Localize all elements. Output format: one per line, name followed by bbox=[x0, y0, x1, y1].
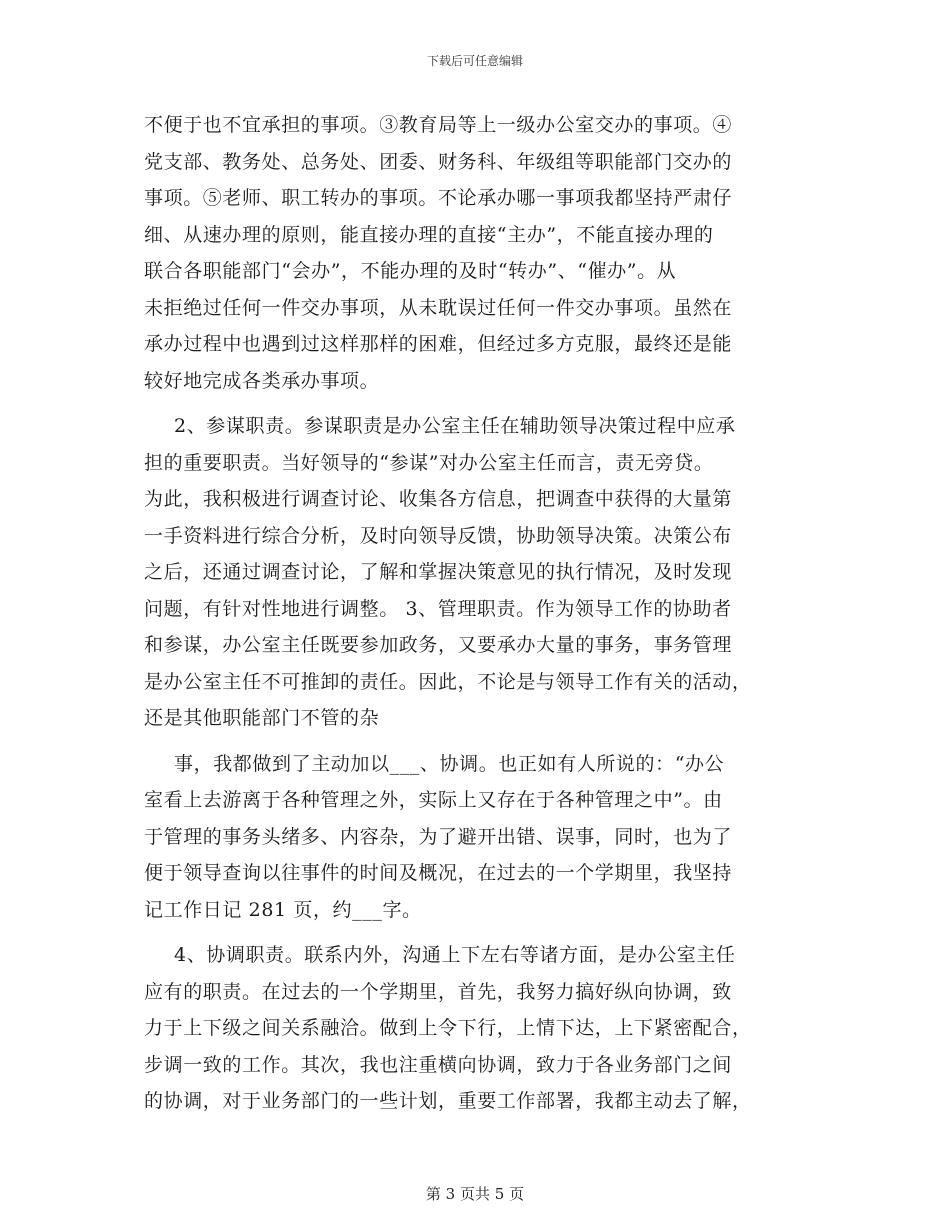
text-line: 问题，有针对性地进行调整。 3、管理职责。作为领导工作的协助者 bbox=[144, 597, 732, 620]
text-line: 力于上下级之间关系融洽。做到上令下行，上情下达，上下紧密配合， bbox=[144, 1017, 752, 1039]
page-header: 下载后可任意编辑 bbox=[426, 54, 523, 68]
text-line: 还是其他职能部门不管的杂 bbox=[144, 707, 380, 729]
text-line: 为此，我积极进行调查讨论、收集各方信息，把调查中获得的大量第 bbox=[144, 488, 733, 510]
text-line: 应有的职责。在过去的一个学期里，首先，我努力搞好纵向协调，致 bbox=[144, 980, 733, 1003]
document-body bbox=[144, 107, 808, 1120]
text-line: 是办公室主任不可推卸的责任。因此，不论是与领导工作有关的活动， bbox=[144, 670, 752, 693]
text-line: 便于领导查询以往事件的时间及概况，在过去的一个学期里，我坚持 bbox=[144, 862, 733, 884]
text-line: 一手资料进行综合分析，及时向领导反馈，协助领导决策。决策公布 bbox=[144, 524, 733, 547]
text-line: 于管理的事务头绪多、内容杂，为了避开出错、误事，同时，也为了 bbox=[144, 825, 733, 848]
text-line: 和参谋，办公室主任既要参加政务，又要承办大量的事务，事务管理 bbox=[144, 634, 733, 656]
paragraph-start-line: 事，我都做到了主动加以___、协调。也正如有人所说的：“办公 bbox=[174, 752, 725, 775]
text-line: 室看上去游离于各种管理之外，实际上又存在于各种管理之中”。由 bbox=[144, 789, 723, 811]
text-line: 步调一致的工作。其次，我也注重横向协调，致力于各业务部门之间 bbox=[144, 1053, 733, 1076]
text-line: 承办过程中也遇到过这样那样的困难，但经过多方克服，最终还是能 bbox=[144, 333, 733, 355]
paragraph-start-line: 4、协调职责。联系内外，沟通上下左右等诸方面，是办公室主任 bbox=[174, 944, 736, 966]
text-line: 不便于也不宜承担的事项。③教育局等上一级办公室交办的事项。④ bbox=[144, 114, 733, 136]
text-line: 未拒绝过任何一件交办事项，从未耽误过任何一件交办事项。虽然在 bbox=[144, 296, 733, 319]
text-line: 事项。⑤老师、职工转办的事项。不论承办哪一事项我都坚持严肃仔 bbox=[144, 187, 733, 209]
text-line: 记工作日记 281 页，约___字。 bbox=[144, 898, 422, 921]
text-line: 较好地完成各类承办事项。 bbox=[144, 369, 380, 392]
paragraph-start-line: 2、参谋职责。参谋职责是办公室主任在辅助领导决策过程中应承 bbox=[174, 415, 736, 437]
text-line: 细、从速办理的原则，能直接办理的直接“主办”，不能直接办理的 bbox=[144, 223, 714, 246]
text-line: 担的重要职责。当好领导的“参谋”对办公室主任而言，责无旁贷。 bbox=[144, 451, 714, 474]
text-line: 的协调，对于业务部门的一些计划，重要工作部署，我都主动去了解， bbox=[144, 1090, 752, 1112]
text-line: 党支部、教务处、总务处、团委、财务科、年级组等职能部门交办的 bbox=[144, 150, 733, 173]
text-line: 之后，还通过调查讨论，了解和掌握决策意见的执行情况，及时发现 bbox=[144, 561, 733, 583]
page-footer: 第 3 页共 5 页 bbox=[425, 1185, 525, 1203]
text-line: 联合各职能部门“会办”，不能办理的及时“转办”、“催办”。从 bbox=[144, 260, 677, 282]
